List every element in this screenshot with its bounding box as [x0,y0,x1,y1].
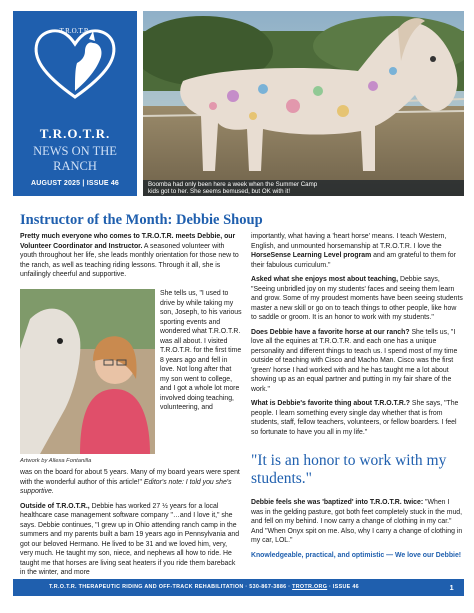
article-headline: Instructor of the Month: Debbie Shoup [20,212,263,228]
pull-quote: "It is an honor to work with my students." [251,452,447,487]
wrap-paragraph: She tells us, "I used to drive by while taking my son, Joseph, to his various sporting events and wondered what T.R.O.T.R. was all about. I visited T.R.O.T.R. for the first time 8 years ago and fell in love. Not long after that my son went to college, and I got a whole lot more involved doing teaching, volunteering, and [160,290,242,411]
portrait-caption: Artwork by Allexa Fontanilla [20,458,92,464]
svg-text:T.R.O.T.R.: T.R.O.T.R. [59,27,91,35]
footer-bar: T.R.O.T.R. THERAPEUTIC RIDING AND OFF-TRACK REHABILITATION · 530-867-3886 · TROTR.ORG · ISSUE 46 1 [13,579,464,596]
closing-paragraphs: Debbie feels she was 'baptized' into T.R.O.T.R. twice: "When I was in the gelding pasture, got both feet completely stuck in the mud, and fell on my behind. I now carry a change of clothing in my car." And "When Onyx spit on me. Also, why I carry a change of clothing in my car, LOL." Knowledgeable, practical, and optimistic — We love our Debbie! [251,499,463,559]
page-number: 1 [449,583,454,592]
photo-caption: Boomba had only been here a week when the Summer Camp kids got to her. She seems bemused, but OK with it! [143,180,464,196]
cover-photo-horse [143,11,464,196]
logo-arc-text [31,19,119,39]
right-column: importantly, what having a 'heart horse' means. I teach Western, English, and unmounted horsemanship at T.R.O.T.R. I love the HorseSense Learning Level program and am grateful to them for their fabulous curriculum." Asked what she enjoys most about teaching, Debbie says, "Seeing unbridled joy on my students' faces and seeing them learn and grow. Some of my proudest moments have been seeing students master a new skill or go on to teach things to other people, like how to saddle or groom. It is an honor to work with my students." Does Debbie have a favorite horse at our ranch? She tells us, "I love all the equines at T.R.O.T.R. and each one has a unique personality and different things to teach us. I spend most of my time outside of teaching with Cisco and Macho Man. Cisco was the first 'green' horse I had worked with and he has taught me a lot about showing up as an equal partner and putting in my fair share of the work." What is Debbie's favorite thing about T.R.O.T.R.? She says, "The people. I learn something every single day whether that is from students, staff, fellow teachers, volunteers, or fellow boarders. I feel so fortunate to have you all in my life." [251,233,463,436]
portrait-artwork [20,289,155,454]
brand-subtitle: NEWS ON THE RANCH [33,144,117,173]
brand-panel [13,11,137,196]
website-link[interactable]: TROTR.ORG [292,584,328,590]
brand-name: T.R.O.T.R. [39,126,111,141]
issue-label: AUGUST 2025 | ISSUE 46 [30,180,120,187]
closing-line: Knowledgeable, practical, and optimistic — We love our Debbie! [251,551,462,559]
intro-paragraph: Pretty much everyone who comes to T.R.O.T.R. meets Debbie, our Volunteer Coordinator and Instructor. A seasoned volunteer with youth throughout her life, she leads monthly orientation for those new to the ranch, as well as teaching riding lessons. Through it all, she is unfailingly cheerful and supportive. [20,233,239,278]
masthead [13,11,464,196]
continued-paragraphs: was on the board for about 5 years. Many of my board years were spent with the wonderful author of this article!" Editor's note: I told you she's supportive. Outside of T.R.O.T.R., Debbie has worked 27 ½ years for a local healthcare case management software company "…and I love it," she says. Debbie continues, "I grew up in Ohio attending ranch camp in the summers and my parents built a barn 19 years ago in Pennsylvania and got our beloved Hermano. He lived to be 31 and we loved him, very, very much. He taught my son, niece, and nephews all how to ride. He taught me that horses are living seat heaters if you ride them bareback in the winter, and more [20,469,240,576]
